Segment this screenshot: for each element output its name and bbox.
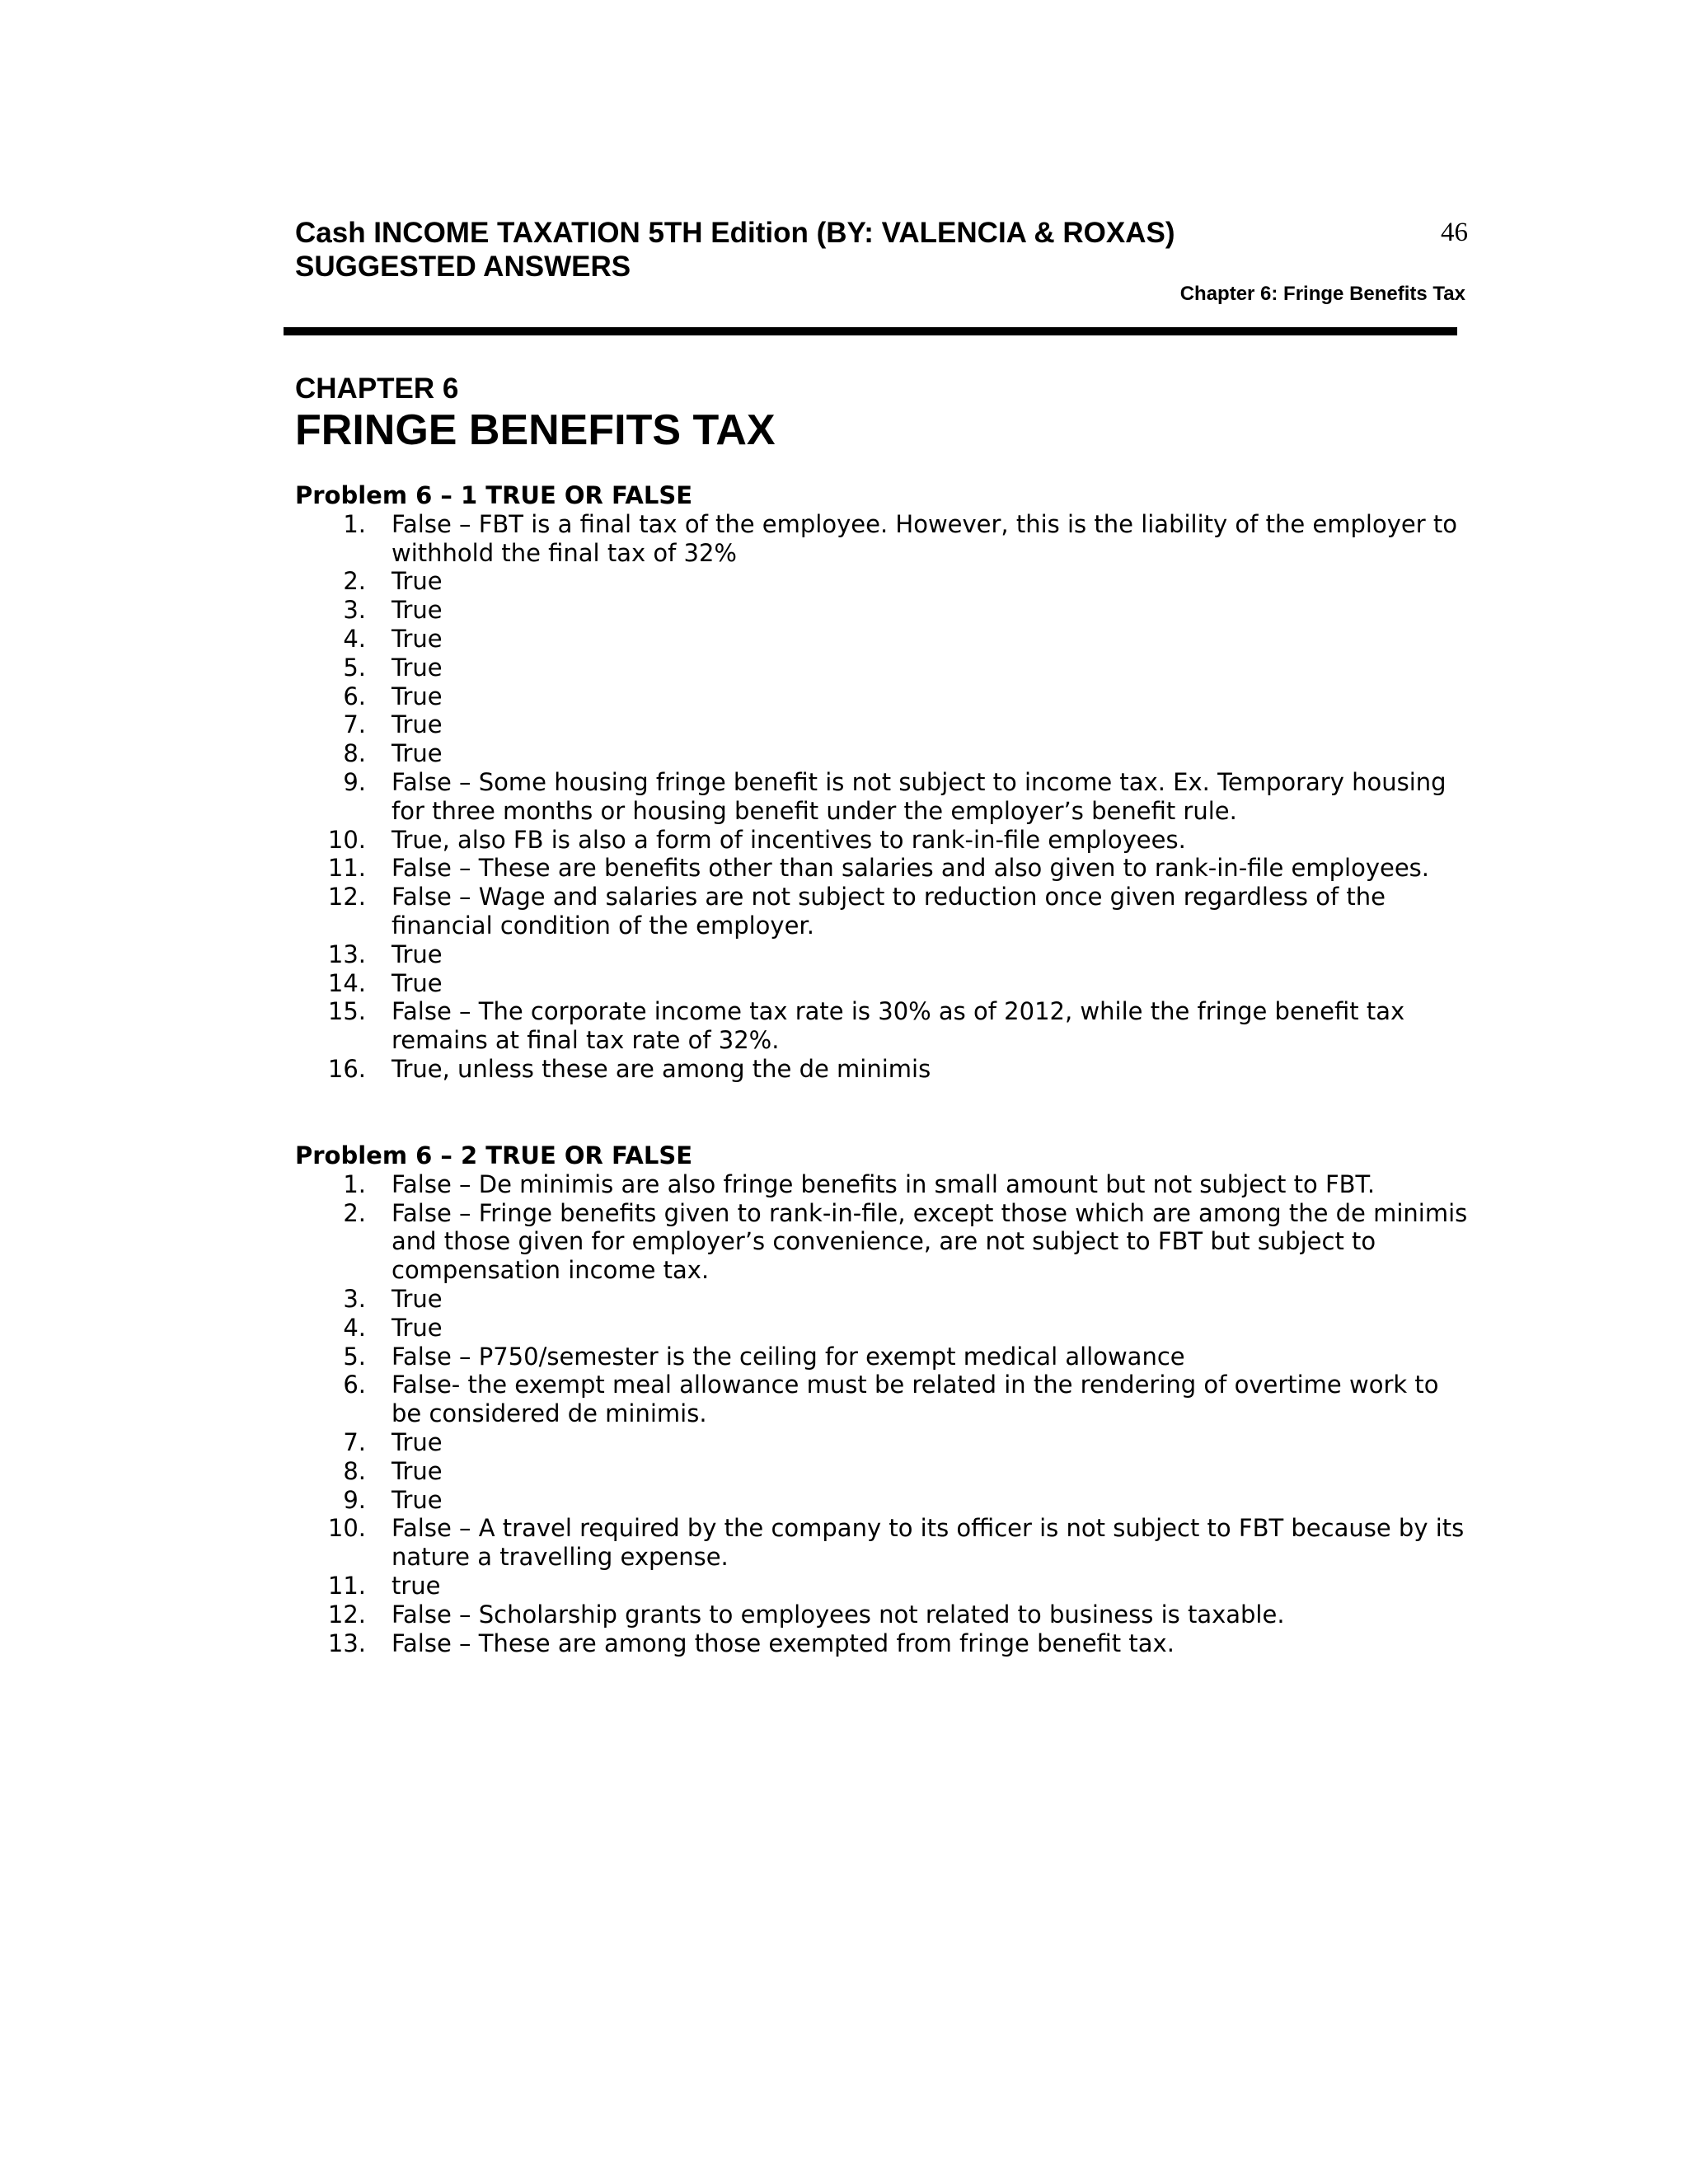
answer-item bbox=[295, 1055, 1474, 1084]
book-title bbox=[295, 216, 1175, 284]
answer-item bbox=[295, 1457, 1474, 1486]
answer-text: False – These are benefits other than salaries and also given to rank-in-file employees. bbox=[392, 854, 1430, 883]
answer-number: 2. bbox=[343, 567, 366, 596]
answer-list bbox=[295, 510, 1474, 1084]
chapter-label: CHAPTER 6 bbox=[295, 373, 459, 405]
answer-number: 11. bbox=[327, 1571, 366, 1600]
answer-number: 13. bbox=[327, 940, 366, 968]
answer-text: False – Fringe benefits given to rank-in-file, except those which are among the de minimis and those given for employer’s convenience, are not subject to FBT but subject to compensation income tax. bbox=[392, 1198, 1468, 1285]
answer-number: 11. bbox=[327, 854, 366, 883]
answer-item bbox=[295, 1601, 1474, 1629]
answer-item bbox=[295, 1343, 1474, 1371]
answer-text: False – De minimis are also fringe benefits in small amount but not subject to FBT. bbox=[392, 1169, 1376, 1198]
answer-text: true bbox=[392, 1571, 441, 1600]
answer-number: 8. bbox=[343, 739, 366, 768]
answer-text: True bbox=[392, 739, 443, 768]
answer-item bbox=[295, 768, 1474, 826]
answer-list bbox=[295, 1170, 1474, 1658]
problem-title: Problem 6 – 1 TRUE OR FALSE bbox=[295, 481, 693, 509]
answer-number: 6. bbox=[343, 1371, 366, 1399]
header-divider bbox=[284, 327, 1457, 335]
answer-text: False – The corporate income tax rate is 30% as of 2012, while the fringe benefit tax remains at final tax rate of 32%. bbox=[392, 997, 1405, 1055]
answer-item bbox=[295, 997, 1474, 1055]
answer-item bbox=[295, 1428, 1474, 1457]
answer-item bbox=[295, 1199, 1474, 1285]
answer-item bbox=[295, 1629, 1474, 1658]
answer-item bbox=[295, 1170, 1474, 1199]
answer-text: False – Some housing fringe benefit is not subject to income tax. Ex. Temporary housing for three months or housing benefit under the employer’s benefit rule. bbox=[392, 767, 1447, 825]
answer-number: 13. bbox=[327, 1629, 366, 1657]
answer-item bbox=[295, 739, 1474, 768]
answer-number: 14. bbox=[327, 968, 366, 997]
chapter-title: FRINGE BENEFITS TAX bbox=[295, 406, 776, 454]
book-title-line2: SUGGESTED ANSWERS bbox=[295, 251, 631, 283]
answer-item bbox=[295, 1486, 1474, 1515]
answer-number: 16. bbox=[327, 1054, 366, 1083]
answer-item bbox=[295, 510, 1474, 568]
answer-text: True bbox=[392, 624, 443, 653]
answer-text: True, unless these are among the de minimis bbox=[392, 1054, 931, 1083]
answer-text: False – Scholarship grants to employees not related to business is taxable. bbox=[392, 1600, 1285, 1629]
answer-text: True bbox=[392, 1485, 443, 1514]
answer-item bbox=[295, 1314, 1474, 1343]
answer-number: 4. bbox=[343, 1313, 366, 1342]
answer-item bbox=[295, 710, 1474, 739]
answer-item bbox=[295, 625, 1474, 654]
page-number: 46 bbox=[1441, 218, 1468, 247]
answer-number: 15. bbox=[327, 997, 366, 1026]
answer-number: 10. bbox=[327, 1514, 366, 1543]
answer-text: True bbox=[392, 1427, 443, 1456]
answer-item bbox=[295, 1371, 1474, 1428]
answer-text: True bbox=[392, 1456, 443, 1485]
answer-text: False – FBT is a final tax of the employee. However, this is the liability of the employer to withhold the final tax of 32% bbox=[392, 509, 1457, 567]
problem-section bbox=[295, 1141, 1474, 1657]
answer-text: True bbox=[392, 940, 443, 968]
answer-item bbox=[295, 826, 1474, 855]
answer-text: True bbox=[392, 1284, 443, 1313]
answer-number: 1. bbox=[343, 509, 366, 538]
answer-item bbox=[295, 969, 1474, 998]
answer-text: True bbox=[392, 710, 443, 739]
answer-text: True bbox=[392, 1313, 443, 1342]
answer-number: 9. bbox=[343, 1485, 366, 1514]
answer-number: 5. bbox=[343, 1342, 366, 1371]
answer-number: 3. bbox=[343, 596, 366, 625]
problem-title: Problem 6 – 2 TRUE OR FALSE bbox=[295, 1141, 693, 1169]
answer-item bbox=[295, 940, 1474, 969]
answer-item bbox=[295, 654, 1474, 682]
answer-number: 6. bbox=[343, 682, 366, 710]
answer-text: True bbox=[392, 682, 443, 710]
book-title-line1: Cash INCOME TAXATION 5TH Edition (BY: VALENCIA & ROXAS) bbox=[295, 217, 1175, 249]
answer-item bbox=[295, 1572, 1474, 1601]
answer-number: 10. bbox=[327, 825, 366, 854]
answer-number: 12. bbox=[327, 883, 366, 912]
answer-text: True bbox=[392, 968, 443, 997]
answer-text: True bbox=[392, 596, 443, 625]
problem-section bbox=[295, 481, 1474, 1084]
answer-number: 2. bbox=[343, 1198, 366, 1227]
answer-item bbox=[295, 1514, 1474, 1572]
answer-text: True bbox=[392, 567, 443, 596]
answer-item bbox=[295, 854, 1474, 883]
answer-number: 12. bbox=[327, 1600, 366, 1629]
answer-item bbox=[295, 567, 1474, 596]
answer-number: 7. bbox=[343, 710, 366, 739]
answer-text: False – P750/semester is the ceiling for exempt medical allowance bbox=[392, 1342, 1185, 1371]
answer-text: False – These are among those exempted from fringe benefit tax. bbox=[392, 1629, 1175, 1657]
answer-item bbox=[295, 883, 1474, 940]
answer-item bbox=[295, 1285, 1474, 1314]
answer-number: 4. bbox=[343, 624, 366, 653]
answer-text: False – Wage and salaries are not subject to reduction once given regardless of the financial condition of the employer. bbox=[392, 883, 1386, 940]
answer-item bbox=[295, 596, 1474, 625]
answer-text: False- the exempt meal allowance must be related in the rendering of overtime work to be considered de minimis. bbox=[392, 1371, 1439, 1428]
answer-item bbox=[295, 682, 1474, 711]
answer-text: True, also FB is also a form of incentives to rank-in-file employees. bbox=[392, 825, 1186, 854]
answer-number: 5. bbox=[343, 653, 366, 682]
answer-text: True bbox=[392, 653, 443, 682]
answer-number: 8. bbox=[343, 1456, 366, 1485]
chapter-running-head: Chapter 6: Fringe Benefits Tax bbox=[1179, 283, 1465, 305]
answer-number: 9. bbox=[343, 767, 366, 796]
answer-number: 7. bbox=[343, 1427, 366, 1456]
answer-number: 3. bbox=[343, 1284, 366, 1313]
answer-text: False – A travel required by the company to its officer is not subject to FBT because by its nature a travelling expense. bbox=[392, 1514, 1465, 1572]
answer-number: 1. bbox=[343, 1169, 366, 1198]
